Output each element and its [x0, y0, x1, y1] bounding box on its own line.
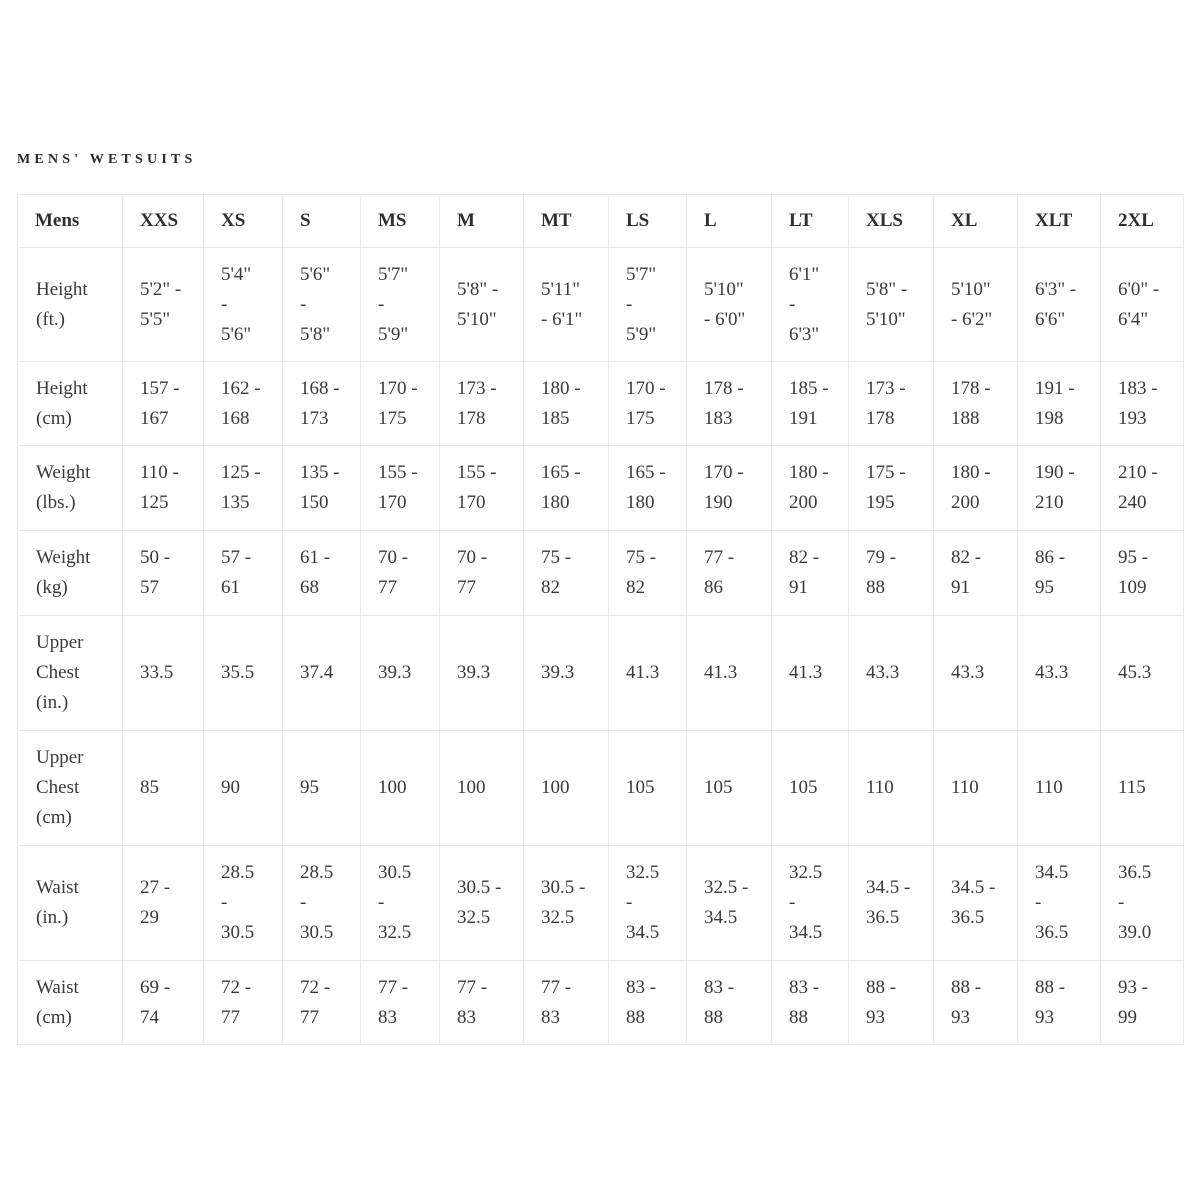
table-cell: [849, 846, 934, 961]
table-cell: [772, 248, 849, 362]
column-header: XLT: [1018, 195, 1101, 248]
table-cell: [123, 731, 204, 846]
table-cell: [440, 248, 524, 362]
table-cell: [283, 446, 361, 531]
table-cell: [687, 846, 772, 961]
table-cell: [1018, 531, 1101, 616]
table-cell: [1018, 446, 1101, 531]
table-cell: [772, 362, 849, 446]
table-cell: [1018, 961, 1101, 1045]
table-cell: [1101, 961, 1184, 1045]
cell-value: 5'4" - 5'6": [221, 263, 252, 345]
cell-value: 77 - 83: [541, 976, 572, 1028]
table-cell: [361, 531, 440, 616]
cell-value: 210 - 240: [1118, 462, 1158, 513]
table-cell: [204, 731, 283, 846]
table-cell: [687, 362, 772, 446]
table-cell: [934, 731, 1018, 846]
table-cell: [204, 362, 283, 446]
table-cell: [609, 446, 687, 531]
table-cell: [283, 961, 361, 1045]
table-cell: [204, 248, 283, 362]
table-cell: [204, 531, 283, 616]
column-header: XXS: [123, 195, 204, 248]
table-cell: [1018, 731, 1101, 846]
cell-value: 135 - 150: [300, 462, 340, 513]
cell-value: 170 - 175: [378, 377, 418, 429]
cell-value: 28.5 - 30.5: [300, 862, 334, 943]
cell-value: 30.5 - 32.5: [378, 862, 412, 943]
cell-value: 34.5 - 36.5: [866, 877, 911, 928]
table-cell: [687, 616, 772, 731]
cell-value: 157 - 167: [140, 377, 180, 429]
cell-value: 57 - 61: [221, 547, 252, 598]
table-cell: [283, 248, 361, 362]
row-label-text: Waist (cm): [36, 976, 79, 1028]
cell-value: 27 - 29: [140, 877, 171, 928]
table-row: [18, 248, 1184, 362]
cell-value: 35.5: [221, 662, 255, 683]
table-row: [18, 616, 1184, 731]
table-cell: [849, 961, 934, 1045]
table-cell: [440, 446, 524, 531]
cell-value: 90: [221, 777, 240, 798]
table-cell: [609, 731, 687, 846]
cell-value: 185 - 191: [789, 377, 829, 429]
row-label: [18, 846, 123, 961]
cell-value: 180 - 185: [541, 377, 581, 429]
cell-value: 5'2" - 5'5": [140, 278, 182, 330]
table-cell: [934, 846, 1018, 961]
table-cell: [772, 531, 849, 616]
cell-value: 190 - 210: [1035, 462, 1075, 513]
cell-value: 100: [541, 777, 570, 798]
table-cell: [361, 362, 440, 446]
table-cell: [283, 731, 361, 846]
column-header: L: [687, 195, 772, 248]
table-cell: [440, 961, 524, 1045]
cell-value: 77 - 83: [457, 976, 488, 1028]
table-cell: [440, 846, 524, 961]
table-cell: [849, 446, 934, 531]
cell-value: 180 - 200: [789, 462, 829, 513]
table-cell: [361, 248, 440, 362]
cell-value: 170 - 190: [704, 462, 744, 513]
table-cell: [1101, 616, 1184, 731]
table-cell: [687, 961, 772, 1045]
table-cell: [1101, 446, 1184, 531]
column-header: XLS: [849, 195, 934, 248]
cell-value: 32.5 - 34.5: [704, 877, 749, 928]
cell-value: 72 - 77: [300, 976, 331, 1028]
table-cell: [1018, 362, 1101, 446]
table-cell: [361, 446, 440, 531]
table-cell: [934, 446, 1018, 531]
table-cell: [849, 248, 934, 362]
cell-value: 41.3: [704, 662, 738, 683]
table-cell: [440, 362, 524, 446]
cell-value: 43.3: [1035, 662, 1069, 683]
table-cell: [1101, 731, 1184, 846]
column-header: LT: [772, 195, 849, 248]
cell-value: 75 - 82: [626, 547, 657, 598]
cell-value: 165 - 180: [626, 462, 666, 513]
cell-value: 88 - 93: [866, 976, 897, 1028]
cell-value: 83 - 88: [626, 976, 657, 1028]
table-cell: [123, 616, 204, 731]
cell-value: 5'10" - 6'2": [951, 278, 993, 330]
row-label-text: Weight (lbs.): [36, 462, 91, 513]
cell-value: 5'7" - 5'9": [626, 263, 657, 345]
column-header: Mens: [18, 195, 123, 248]
cell-value: 30.5 - 32.5: [457, 877, 502, 928]
column-header: XS: [204, 195, 283, 248]
table-row: [18, 846, 1184, 961]
row-label-text: Height (cm): [36, 377, 88, 429]
table-cell: [609, 616, 687, 731]
cell-value: 43.3: [866, 662, 900, 683]
table-cell: [361, 731, 440, 846]
column-header: XL: [934, 195, 1018, 248]
table-cell: [772, 446, 849, 531]
cell-value: 77 - 83: [378, 976, 409, 1028]
cell-value: 82 - 91: [789, 547, 820, 598]
row-label: [18, 362, 123, 446]
cell-value: 39.3: [457, 662, 491, 683]
table-cell: [772, 961, 849, 1045]
cell-value: 43.3: [951, 662, 985, 683]
table-cell: [283, 846, 361, 961]
cell-value: 79 - 88: [866, 547, 897, 598]
column-header: MT: [524, 195, 609, 248]
column-header: S: [283, 195, 361, 248]
cell-value: 183 - 193: [1118, 377, 1158, 429]
table-cell: [934, 961, 1018, 1045]
table-body: [18, 248, 1184, 1045]
table-cell: [849, 531, 934, 616]
table-cell: [123, 248, 204, 362]
table-cell: [361, 961, 440, 1045]
cell-value: 37.4: [300, 662, 334, 683]
table-cell: [361, 616, 440, 731]
table-cell: [1101, 531, 1184, 616]
cell-value: 69 - 74: [140, 976, 171, 1028]
cell-value: 39.3: [541, 662, 575, 683]
table-cell: [440, 731, 524, 846]
cell-value: 5'10" - 6'0": [704, 278, 746, 330]
cell-value: 5'7" - 5'9": [378, 263, 409, 345]
cell-value: 191 - 198: [1035, 377, 1075, 429]
cell-value: 32.5 - 34.5: [626, 862, 660, 943]
cell-value: 105: [704, 777, 733, 798]
cell-value: 83 - 88: [704, 976, 735, 1028]
cell-value: 75 - 82: [541, 547, 572, 598]
table-cell: [524, 961, 609, 1045]
cell-value: 115: [1118, 777, 1146, 798]
row-label-text: Upper Chest (in.): [36, 632, 84, 713]
cell-value: 45.3: [1118, 662, 1152, 683]
row-label: [18, 248, 123, 362]
table-row: [18, 446, 1184, 531]
table-cell: [609, 531, 687, 616]
cell-value: 77 - 86: [704, 547, 735, 598]
row-label-text: Upper Chest (cm): [36, 747, 84, 828]
cell-value: 33.5: [140, 662, 174, 683]
table-cell: [772, 731, 849, 846]
table-cell: [123, 961, 204, 1045]
cell-value: 105: [789, 777, 818, 798]
row-label: [18, 446, 123, 531]
table-cell: [204, 446, 283, 531]
size-chart-table: [17, 194, 1184, 1045]
table-cell: [849, 616, 934, 731]
table-cell: [1101, 846, 1184, 961]
cell-value: 180 - 200: [951, 462, 991, 513]
cell-value: 105: [626, 777, 655, 798]
table-cell: [1018, 616, 1101, 731]
cell-value: 173 - 178: [866, 377, 906, 429]
table-cell: [283, 531, 361, 616]
cell-value: 165 - 180: [541, 462, 581, 513]
row-label: [18, 731, 123, 846]
table-cell: [849, 731, 934, 846]
cell-value: 6'0" - 6'4": [1118, 278, 1160, 330]
cell-value: 32.5 - 34.5: [789, 862, 823, 943]
cell-value: 5'8" - 5'10": [457, 278, 499, 330]
cell-value: 34.5 - 36.5: [1035, 862, 1069, 943]
cell-value: 100: [457, 777, 486, 798]
cell-value: 30.5 - 32.5: [541, 877, 586, 928]
cell-value: 88 - 93: [951, 976, 982, 1028]
cell-value: 5'6" - 5'8": [300, 263, 331, 345]
table-cell: [687, 731, 772, 846]
table-cell: [524, 248, 609, 362]
cell-value: 170 - 175: [626, 377, 666, 429]
column-header: MS: [361, 195, 440, 248]
table-cell: [849, 362, 934, 446]
cell-value: 5'8" - 5'10": [866, 278, 908, 330]
cell-value: 6'1" - 6'3": [789, 263, 820, 345]
cell-value: 83 - 88: [789, 976, 820, 1028]
table-cell: [123, 531, 204, 616]
cell-value: 155 - 170: [378, 462, 418, 513]
cell-value: 70 - 77: [457, 547, 488, 598]
table-cell: [204, 961, 283, 1045]
column-header: M: [440, 195, 524, 248]
table-cell: [283, 616, 361, 731]
table-cell: [934, 531, 1018, 616]
row-label-text: Height (ft.): [36, 278, 88, 330]
cell-value: 168 - 173: [300, 377, 340, 429]
table-row: [18, 961, 1184, 1045]
column-header: 2XL: [1101, 195, 1184, 248]
cell-value: 155 - 170: [457, 462, 497, 513]
table-cell: [687, 248, 772, 362]
table-cell: [934, 248, 1018, 362]
cell-value: 173 - 178: [457, 377, 497, 429]
table-cell: [440, 616, 524, 731]
table-cell: [1101, 248, 1184, 362]
cell-value: 28.5 - 30.5: [221, 862, 255, 943]
cell-value: 95 - 109: [1118, 547, 1149, 598]
table-cell: [524, 846, 609, 961]
table-cell: [934, 362, 1018, 446]
table-cell: [687, 446, 772, 531]
row-label-text: Waist (in.): [36, 877, 79, 928]
cell-value: 50 - 57: [140, 547, 171, 598]
table-cell: [524, 362, 609, 446]
row-label: [18, 531, 123, 616]
cell-value: 110: [951, 777, 979, 798]
cell-value: 36.5 - 39.0: [1118, 862, 1152, 943]
table-cell: [609, 248, 687, 362]
cell-value: 162 - 168: [221, 377, 261, 429]
table-row: [18, 731, 1184, 846]
row-label: [18, 961, 123, 1045]
table-cell: [1018, 846, 1101, 961]
table-cell: [609, 846, 687, 961]
table-cell: [1018, 248, 1101, 362]
cell-value: 125 - 135: [221, 462, 261, 513]
cell-value: 34.5 - 36.5: [951, 877, 996, 928]
table-cell: [361, 846, 440, 961]
cell-value: 39.3: [378, 662, 412, 683]
table-cell: [204, 616, 283, 731]
cell-value: 95: [300, 777, 319, 798]
table-cell: [440, 531, 524, 616]
table-row: [18, 531, 1184, 616]
cell-value: 5'11" - 6'1": [541, 278, 583, 330]
cell-value: 178 - 188: [951, 377, 991, 429]
table-header-row: [18, 195, 1184, 248]
table-row: [18, 362, 1184, 446]
table-cell: [524, 531, 609, 616]
cell-value: 110 - 125: [140, 462, 179, 513]
cell-value: 178 - 183: [704, 377, 744, 429]
table-cell: [1101, 362, 1184, 446]
cell-value: 41.3: [626, 662, 660, 683]
cell-value: 88 - 93: [1035, 976, 1066, 1028]
column-header: LS: [609, 195, 687, 248]
cell-value: 100: [378, 777, 407, 798]
row-label: [18, 616, 123, 731]
cell-value: 72 - 77: [221, 976, 252, 1028]
table-cell: [123, 446, 204, 531]
cell-value: 82 - 91: [951, 547, 982, 598]
table-cell: [687, 531, 772, 616]
cell-value: 6'3" - 6'6": [1035, 278, 1077, 330]
cell-value: 110: [866, 777, 894, 798]
row-label-text: Weight (kg): [36, 547, 91, 598]
table-cell: [609, 961, 687, 1045]
cell-value: 41.3: [789, 662, 823, 683]
table-cell: [524, 616, 609, 731]
cell-value: 110: [1035, 777, 1063, 798]
table-cell: [524, 731, 609, 846]
cell-value: 93 - 99: [1118, 976, 1149, 1028]
table-cell: [283, 362, 361, 446]
table-cell: [524, 446, 609, 531]
cell-value: 61 - 68: [300, 547, 331, 598]
cell-value: 85: [140, 777, 159, 798]
table-cell: [934, 616, 1018, 731]
table-cell: [123, 362, 204, 446]
table-cell: [204, 846, 283, 961]
table-cell: [772, 616, 849, 731]
table-cell: [609, 362, 687, 446]
table-cell: [772, 846, 849, 961]
cell-value: 86 - 95: [1035, 547, 1066, 598]
page-title: MENS' WETSUITS: [17, 152, 197, 167]
cell-value: 175 - 195: [866, 462, 906, 513]
cell-value: 70 - 77: [378, 547, 409, 598]
table-cell: [123, 846, 204, 961]
